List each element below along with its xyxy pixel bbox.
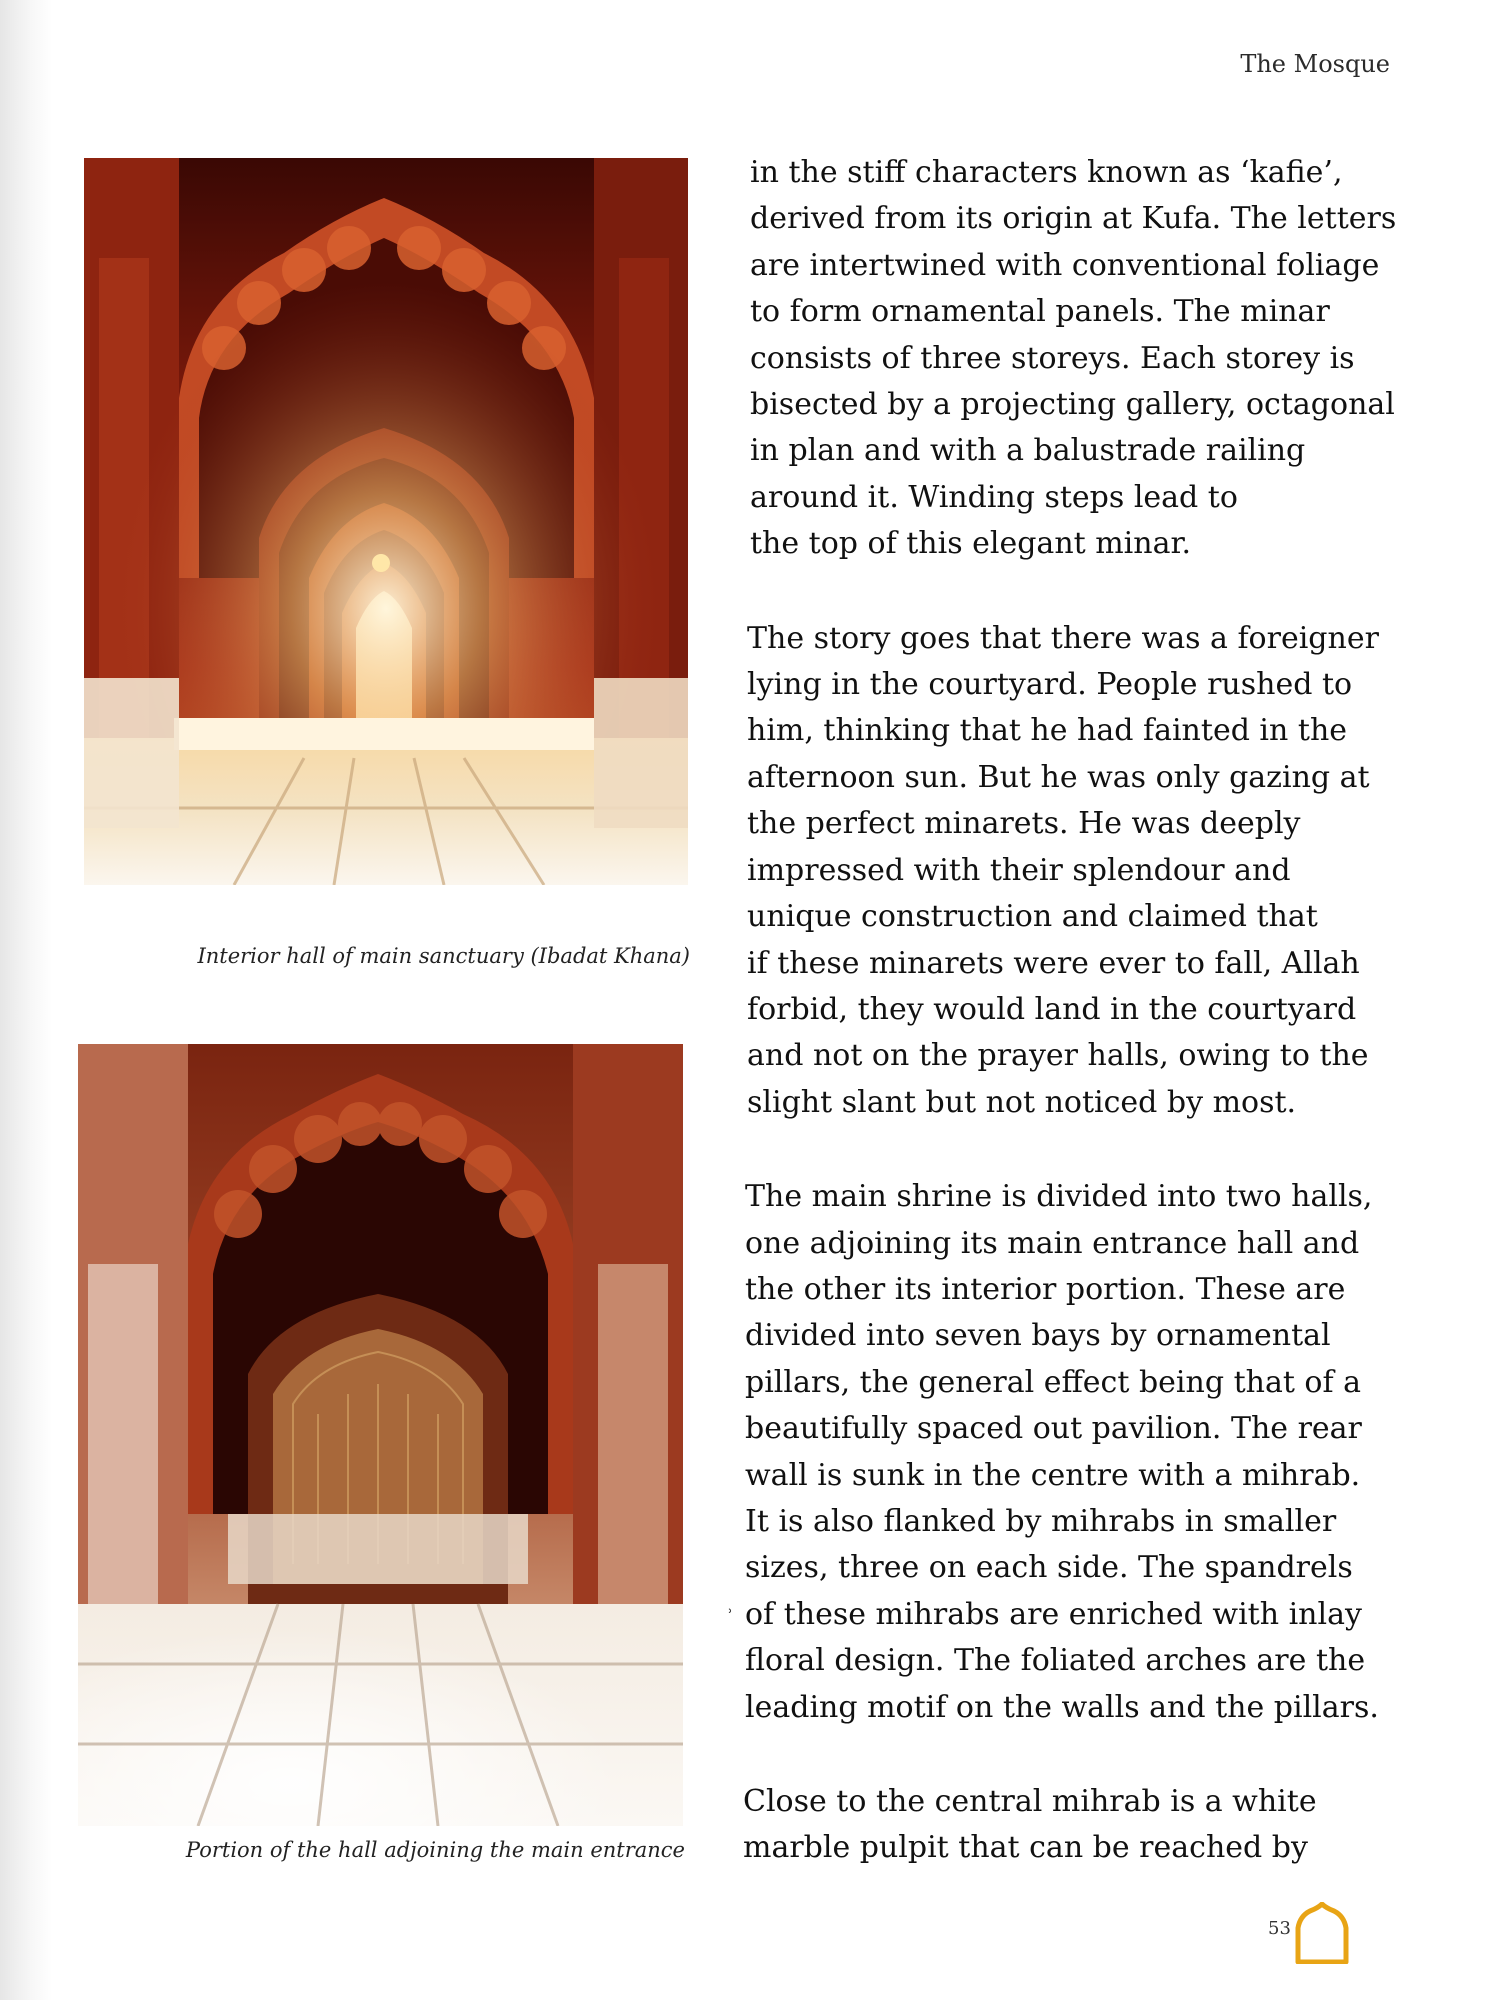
text-line: are intertwined with conventional foliage: [750, 247, 1380, 283]
figure-1-caption: Interior hall of main sanctuary (Ibadat Khana): [197, 944, 690, 968]
text-line: afternoon sun. But he was only gazing at: [747, 759, 1370, 795]
text-line: leading motif on the walls and the pillars.: [745, 1689, 1379, 1725]
text-line: sizes, three on each side. The spandrels: [745, 1550, 1353, 1586]
text-line: one adjoining its main entrance hall and: [745, 1225, 1360, 1261]
text-line: floral design. The foliated arches are the: [745, 1643, 1366, 1679]
running-head: The Mosque: [1240, 50, 1390, 78]
figure-2-caption: Portion of the hall adjoining the main entrance: [185, 1838, 685, 1862]
entrance-hall-photo: [78, 1044, 683, 1826]
text-line: in plan and with a balustrade railing: [750, 433, 1306, 469]
text-line: him, thinking that he had fainted in the: [747, 713, 1348, 749]
text-line: the perfect minarets. He was deeply: [747, 806, 1301, 842]
text-line: to form ornamental panels. The minar: [750, 294, 1330, 330]
text-line: slight slant but not noticed by most.: [747, 1084, 1297, 1120]
text-line: divided into seven bays by ornamental: [745, 1318, 1331, 1354]
page-gutter-shadow: [0, 0, 52, 2000]
text-line: pillars, the general effect being that of a: [745, 1364, 1362, 1400]
paragraph-1: [750, 150, 1397, 568]
paragraph-2: [747, 616, 1387, 1126]
text-line: and not on the prayer halls, owing to the: [747, 1038, 1369, 1074]
text-line: in the stiff characters known as ‘kafie’,: [750, 155, 1343, 190]
text-line: forbid, they would land in the courtyard: [747, 991, 1357, 1027]
text-line: marble pulpit that can be reached by: [743, 1830, 1308, 1866]
margin-tick-mark: ʾ: [728, 1606, 733, 1625]
text-line: impressed with their splendour and: [747, 852, 1291, 888]
text-line: the other its interior portion. These are: [745, 1271, 1346, 1307]
text-line: The story goes that there was a foreigner: [747, 620, 1379, 656]
text-line: Close to the central mihrab is a white: [743, 1784, 1317, 1819]
text-line: consists of three storeys. Each storey is: [750, 340, 1355, 376]
text-line: the top of this elegant minar.: [750, 526, 1192, 562]
text-line: around it. Winding steps lead to: [750, 479, 1238, 515]
text-line: The main shrine is divided into two halls,: [745, 1179, 1373, 1215]
page-number: 53: [1268, 1918, 1291, 1939]
arch-icon: [1292, 1902, 1352, 1968]
paragraph-3: [745, 1174, 1387, 1731]
paragraph-4: [743, 1779, 1387, 1872]
text-line: derived from its origin at Kufa. The letters: [750, 201, 1397, 237]
text-line: It is also flanked by mihrabs in smaller: [745, 1503, 1337, 1539]
interior-hall-photo: [84, 158, 688, 885]
body-text-column: [743, 150, 1397, 1920]
text-line: beautifully spaced out pavilion. The rear: [745, 1411, 1362, 1447]
text-line: wall is sunk in the centre with a mihrab.: [745, 1457, 1361, 1493]
text-line: bisected by a projecting gallery, octagonal: [750, 387, 1395, 423]
text-line: unique construction and claimed that: [747, 899, 1318, 935]
text-line: if these minarets were ever to fall, Allah: [747, 945, 1360, 981]
text-line: lying in the courtyard. People rushed to: [747, 667, 1353, 703]
text-line: of these mihrabs are enriched with inlay: [745, 1596, 1362, 1632]
